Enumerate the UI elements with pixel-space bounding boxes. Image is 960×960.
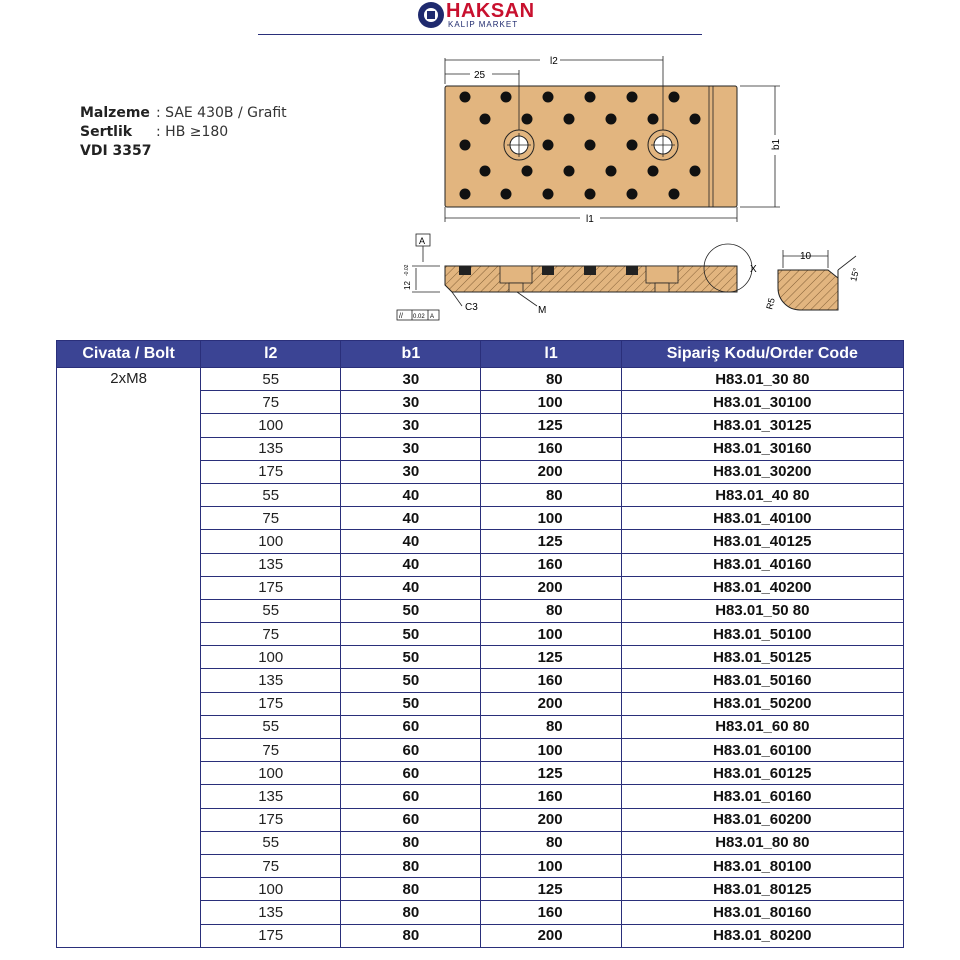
plate-side-view [445, 244, 752, 306]
l2-cell: 175 [201, 576, 341, 599]
bolt-cell: 2xM8 [57, 368, 201, 948]
l1-cell: 100 [481, 739, 621, 762]
l1-cell: 200 [481, 924, 621, 947]
l1-cell: 160 [481, 901, 621, 924]
l2-cell: 75 [201, 739, 341, 762]
graphite-plug [460, 189, 471, 200]
b1-cell: 40 [341, 530, 481, 553]
order-code-cell: H83.01_60 80 [621, 715, 903, 738]
graphite-plug [585, 140, 596, 151]
table-body [57, 368, 904, 948]
b1-cell: 60 [341, 808, 481, 831]
table-header-row [57, 341, 904, 368]
order-code-cell: H83.01_80200 [621, 924, 903, 947]
datum-label: A [419, 236, 426, 246]
header-l2: l2 [201, 341, 341, 368]
b1-cell: 60 [341, 762, 481, 785]
spec-material [80, 104, 287, 123]
l1-cell: 125 [481, 646, 621, 669]
b1-cell: 80 [341, 831, 481, 854]
b1-cell: 60 [341, 739, 481, 762]
l2-cell: 100 [201, 414, 341, 437]
order-code-cell: H83.01_50160 [621, 669, 903, 692]
graphite-plug [627, 92, 638, 103]
parallel-ref: A [430, 314, 435, 320]
brand-tagline: KALIP MARKET [448, 20, 519, 29]
b1-cell: 30 [341, 460, 481, 483]
detail-x-label: X [750, 264, 757, 275]
l1-cell: 125 [481, 762, 621, 785]
detail-radius-label: R5 [764, 296, 777, 311]
order-code-cell: H83.01_30100 [621, 391, 903, 414]
parallel-symbol: // [399, 313, 403, 320]
b1-cell: 60 [341, 715, 481, 738]
order-code-cell: H83.01_80160 [621, 901, 903, 924]
l1-cell: 200 [481, 576, 621, 599]
b1-cell: 40 [341, 576, 481, 599]
l2-cell: 100 [201, 878, 341, 901]
order-code-cell: H83.01_30125 [621, 414, 903, 437]
order-code-cell: H83.01_40100 [621, 507, 903, 530]
b1-cell: 40 [341, 507, 481, 530]
l2-cell: 100 [201, 530, 341, 553]
b1-cell: 80 [341, 854, 481, 877]
l1-cell: 200 [481, 692, 621, 715]
l1-cell: 125 [481, 414, 621, 437]
detail-x-view [778, 250, 856, 310]
gear-logo-icon [418, 2, 444, 28]
graphite-plug [606, 114, 617, 125]
spec-standard [80, 142, 287, 161]
l1-cell: 100 [481, 507, 621, 530]
l1-cell: 160 [481, 669, 621, 692]
b1-cell: 30 [341, 437, 481, 460]
graphite-plug [627, 140, 638, 151]
b1-cell: 50 [341, 646, 481, 669]
order-code-cell: H83.01_30160 [621, 437, 903, 460]
graphite-plug [460, 92, 471, 103]
graphite-plug [522, 166, 533, 177]
graphite-plug [585, 92, 596, 103]
order-code-cell: H83.01_50100 [621, 623, 903, 646]
graphite-plug [543, 140, 554, 151]
order-code-cell: H83.01_40160 [621, 553, 903, 576]
graphite-plug [669, 189, 680, 200]
bolt-hole-left [504, 130, 534, 160]
order-code-cell: H83.01_80100 [621, 854, 903, 877]
l2-cell: 175 [201, 460, 341, 483]
header-divider [258, 34, 702, 35]
graphite-plug [669, 92, 680, 103]
spec-value: : SAE 430B / Grafit [156, 105, 287, 121]
b1-cell: 80 [341, 878, 481, 901]
graphite-plug [543, 92, 554, 103]
technical-drawing [380, 50, 880, 330]
l1-cell: 100 [481, 391, 621, 414]
l1-cell: 125 [481, 530, 621, 553]
b1-cell: 50 [341, 669, 481, 692]
b1-cell: 40 [341, 553, 481, 576]
graphite-plug [480, 166, 491, 177]
l1-cell: 80 [481, 483, 621, 506]
l2-cell: 175 [201, 924, 341, 947]
header-b1: b1 [341, 341, 481, 368]
l1-cell: 80 [481, 599, 621, 622]
material-specs [80, 104, 287, 161]
l2-cell: 55 [201, 599, 341, 622]
header-order-code: Sipariş Kodu/Order Code [621, 341, 903, 368]
l2-cell: 55 [201, 483, 341, 506]
l2-cell: 100 [201, 762, 341, 785]
l2-cell: 135 [201, 553, 341, 576]
order-code-cell: H83.01_80 80 [621, 831, 903, 854]
l2-cell: 135 [201, 669, 341, 692]
order-code-cell: H83.01_60125 [621, 762, 903, 785]
l1-cell: 100 [481, 854, 621, 877]
l2-cell: 175 [201, 692, 341, 715]
l1-cell: 80 [481, 715, 621, 738]
b1-cell: 30 [341, 368, 481, 391]
graphite-plug [627, 189, 638, 200]
order-code-cell: H83.01_30200 [621, 460, 903, 483]
graphite-plug [543, 189, 554, 200]
l2-cell: 135 [201, 901, 341, 924]
detail-angle-label: 15° [848, 266, 862, 283]
bolt-hole-right [648, 130, 678, 160]
l2-cell: 75 [201, 391, 341, 414]
l1-cell: 160 [481, 553, 621, 576]
order-code-cell: H83.01_60100 [621, 739, 903, 762]
b1-cell: 30 [341, 414, 481, 437]
thread-label: M [538, 305, 547, 316]
b1-cell: 30 [341, 391, 481, 414]
graphite-plug [564, 166, 575, 177]
b1-cell: 80 [341, 901, 481, 924]
l1-cell: 160 [481, 437, 621, 460]
order-code-cell: H83.01_50200 [621, 692, 903, 715]
parallel-tolerance: 0.02 [413, 314, 425, 320]
l1-cell: 200 [481, 460, 621, 483]
graphite-plug [460, 140, 471, 151]
spec-key: Malzeme [80, 105, 150, 121]
graphite-plug [690, 114, 701, 125]
graphite-plug [564, 114, 575, 125]
spec-key: VDI 3357 [80, 143, 152, 159]
l2-cell: 175 [201, 808, 341, 831]
order-code-cell: H83.01_40 80 [621, 483, 903, 506]
l2-cell: 55 [201, 368, 341, 391]
order-code-cell: H83.01_60200 [621, 808, 903, 831]
b1-cell: 50 [341, 692, 481, 715]
graphite-plug [606, 166, 617, 177]
order-code-cell: H83.01_30 80 [621, 368, 903, 391]
l1-cell: 80 [481, 831, 621, 854]
l1-cell: 125 [481, 878, 621, 901]
graphite-plug [690, 166, 701, 177]
dim-l1-label: l1 [586, 214, 594, 225]
table-row [57, 368, 904, 391]
l2-cell: 100 [201, 646, 341, 669]
l2-cell: 135 [201, 785, 341, 808]
l2-cell: 75 [201, 854, 341, 877]
graphite-plug [585, 189, 596, 200]
graphite-plug [648, 166, 659, 177]
order-code-cell: H83.01_50 80 [621, 599, 903, 622]
chamfer-label: C3 [465, 302, 478, 313]
dim-b1-label: b1 [771, 138, 782, 150]
l1-cell: 160 [481, 785, 621, 808]
graphite-plug [648, 114, 659, 125]
l2-cell: 55 [201, 715, 341, 738]
b1-cell: 50 [341, 623, 481, 646]
header-l1: l1 [481, 341, 621, 368]
dim-height-tol: -0.02 [404, 264, 410, 276]
order-code-cell: H83.01_40125 [621, 530, 903, 553]
dim-l2-label: l2 [550, 56, 558, 67]
spec-value: : HB ≥180 [156, 124, 229, 140]
brand-logo [418, 0, 548, 30]
dim-25-label: 25 [474, 70, 486, 81]
graphite-plug [501, 92, 512, 103]
graphite-plug [480, 114, 491, 125]
l1-cell: 100 [481, 623, 621, 646]
order-code-cell: H83.01_80125 [621, 878, 903, 901]
spec-key: Sertlik [80, 124, 133, 140]
b1-cell: 40 [341, 483, 481, 506]
b1-cell: 50 [341, 599, 481, 622]
l2-cell: 55 [201, 831, 341, 854]
b1-cell: 80 [341, 924, 481, 947]
l1-cell: 80 [481, 368, 621, 391]
order-code-table [56, 340, 904, 948]
graphite-plug [501, 189, 512, 200]
order-code-cell: H83.01_60160 [621, 785, 903, 808]
graphite-plug [522, 114, 533, 125]
side-datum-lines [397, 234, 440, 320]
b1-cell: 60 [341, 785, 481, 808]
detail-dim-10: 10 [800, 251, 812, 262]
l1-cell: 200 [481, 808, 621, 831]
order-code-cell: H83.01_50125 [621, 646, 903, 669]
spec-hardness [80, 123, 287, 142]
l2-cell: 75 [201, 507, 341, 530]
plate-top-view [445, 86, 737, 207]
dim-height-label: 12 [403, 281, 412, 290]
header-bolt: Civata / Bolt [57, 341, 201, 368]
brand-name: HAKSAN [446, 0, 535, 22]
l2-cell: 135 [201, 437, 341, 460]
l2-cell: 75 [201, 623, 341, 646]
order-code-cell: H83.01_40200 [621, 576, 903, 599]
